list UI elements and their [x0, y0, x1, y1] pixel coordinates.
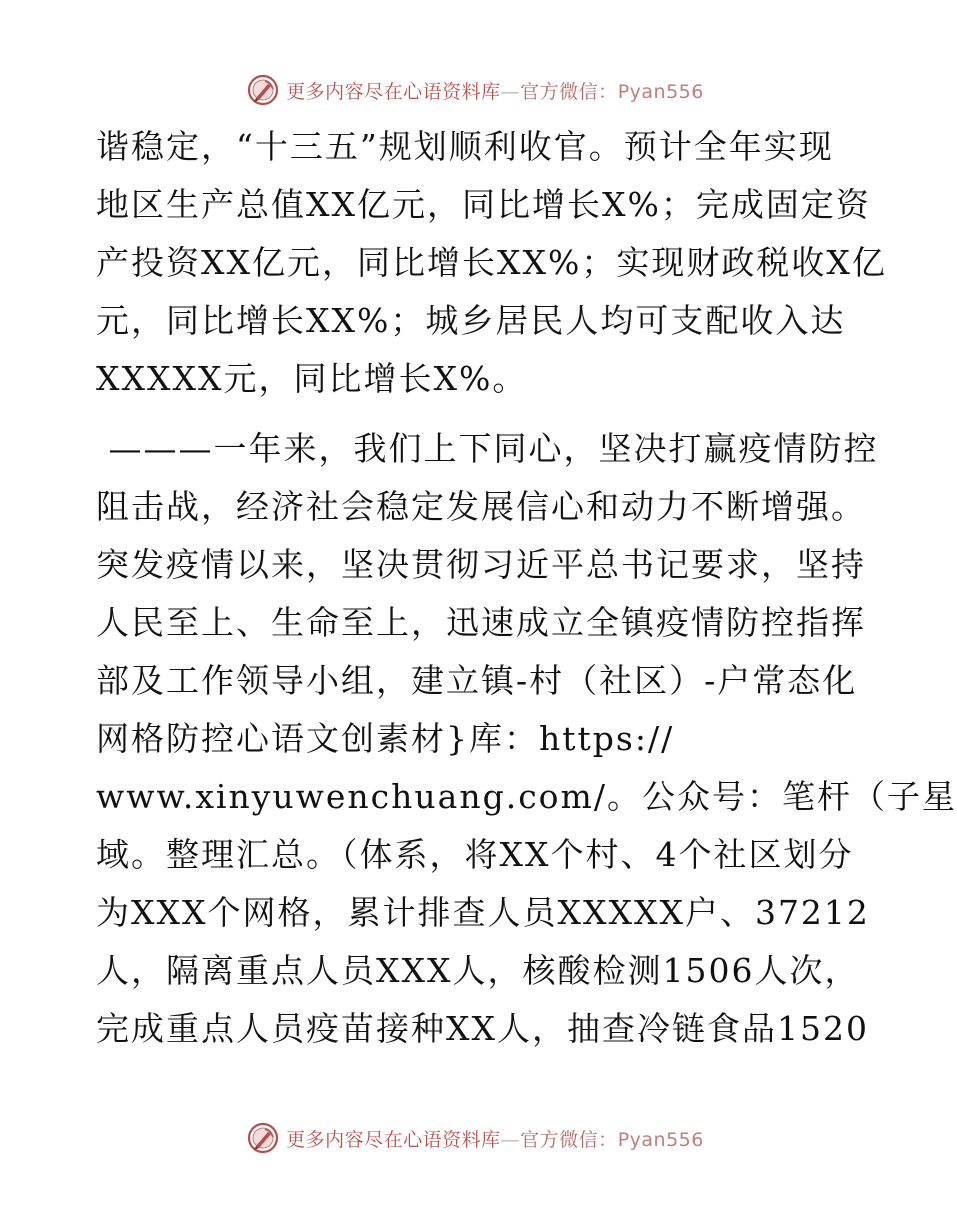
text-line: 元，同比增长XX%；城乡居民人均可支配收入达	[96, 301, 846, 340]
watermark-dash: —	[500, 1128, 521, 1151]
text-line: 人，隔离重点人员XXX人，核酸检测1506人次，	[96, 951, 860, 990]
text-line: 为XXX个网格，累计排查人员XXXXX户、37212	[96, 893, 870, 932]
text-line: 谐稳定，“十三五”规划顺利收官。预计全年实现	[96, 127, 834, 166]
watermark-wechat-label: 官方微信：	[520, 80, 618, 103]
text-line: 部及工作领导小组，建立镇-村（社区）-户常态化	[96, 661, 858, 700]
text-line: 人民至上、生命至上，迅速成立全镇疫情防控指挥	[96, 603, 866, 642]
text-line: 产投资XX亿元，同比增长XX%；实现财政税收X亿	[96, 243, 887, 282]
text-line: www.xinyuwenchuang.com/。公众号：笔杆（子星	[96, 777, 957, 816]
text-line: 地区生产总值XX亿元，同比增长X%；完成固定资	[96, 185, 871, 224]
paragraph-gap	[96, 408, 866, 420]
paragraph-1	[96, 118, 887, 408]
watermark-wechat-label: 官方微信：	[520, 1128, 618, 1151]
watermark-text	[286, 77, 704, 104]
text-line: 完成重点人员疫苗接种XX人，抽查冷链食品1520	[96, 1009, 869, 1048]
watermark-text	[286, 1125, 704, 1152]
footer-watermark	[0, 1118, 950, 1158]
watermark-wechat-id: Pyan556	[617, 1128, 704, 1151]
text-line: ———一年来，我们上下同心，坚决打赢疫情防控	[96, 429, 879, 468]
header-watermark	[0, 70, 950, 110]
text-line: 域。整理汇总。（体系，将XX个村、4个社区划分	[96, 835, 854, 874]
watermark-brand: 更多内容尽在心语资料库	[286, 1128, 501, 1151]
watermark-wechat-id: Pyan556	[617, 80, 704, 103]
watermark-brand: 更多内容尽在心语资料库	[286, 80, 501, 103]
paragraph-2	[96, 420, 957, 1058]
text-line: 突发疫情以来，坚决贯彻习近平总书记要求，坚持	[96, 545, 866, 584]
pen-logo-icon	[246, 73, 280, 107]
text-line: 阻击战，经济社会稳定发展信心和动力不断增强。	[96, 487, 866, 526]
pen-logo-icon	[246, 1121, 280, 1155]
text-line: 网格防控心语文创素材}库：https://	[96, 719, 675, 758]
document-body	[96, 118, 957, 1058]
text-line: XXXXX元，同比增长X%。	[96, 359, 528, 398]
watermark-dash: —	[500, 80, 521, 103]
